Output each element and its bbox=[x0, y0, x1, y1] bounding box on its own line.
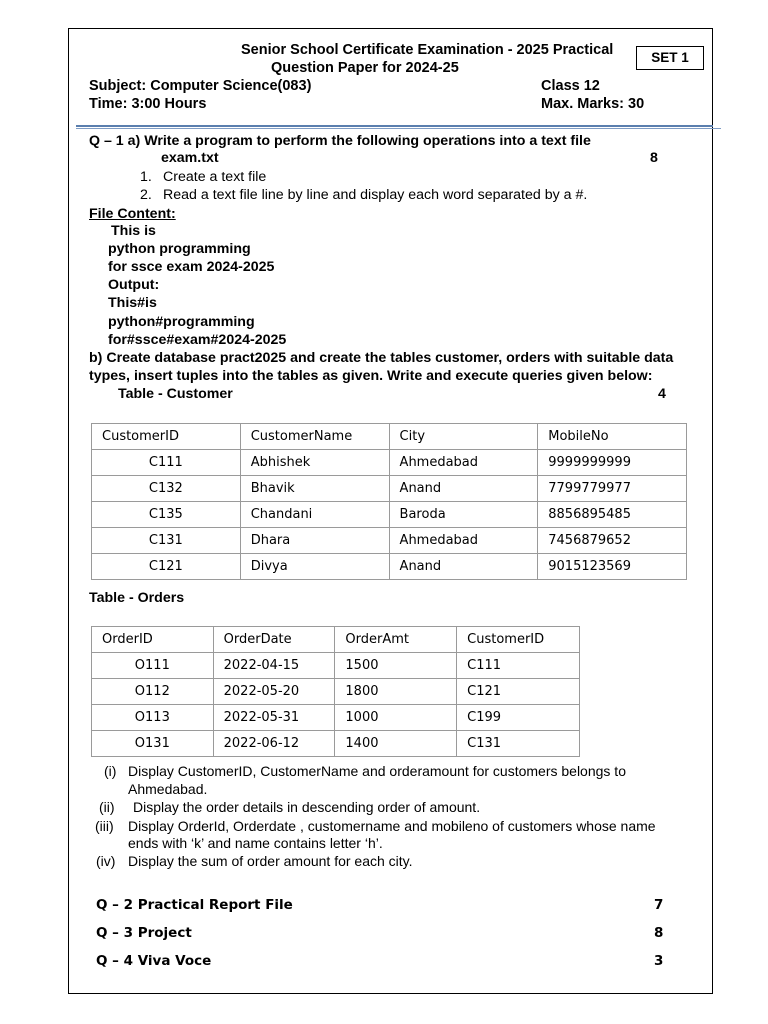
output-line: This#is bbox=[108, 295, 157, 311]
output-line: python#programming bbox=[108, 314, 255, 330]
table-cell: 2022-06-12 bbox=[213, 731, 335, 757]
table-cell: Divya bbox=[240, 554, 389, 580]
subject-label: Subject: Computer Science(083) bbox=[89, 78, 312, 94]
query-number: (iii) bbox=[95, 818, 114, 834]
table-cell: 7456879652 bbox=[538, 528, 687, 554]
query-text: Display OrderId, Orderdate , customername and mobileno of customers whose name bbox=[128, 818, 656, 834]
column-header: City bbox=[389, 424, 538, 450]
step-text: Read a text file line by line and display each word separated by a #. bbox=[163, 187, 588, 203]
query-text-cont: ends with ‘k’ and name contains letter ‘h’. bbox=[128, 835, 383, 851]
part-b-line2: types, insert tuples into the tables as given. Write and execute queries given below: bbox=[89, 368, 653, 384]
step-text: Create a text file bbox=[163, 169, 267, 185]
q3-label: Q – 3 Project bbox=[96, 925, 192, 941]
q4-label: Q – 4 Viva Voce bbox=[96, 953, 212, 969]
output-line: for#ssce#exam#2024-2025 bbox=[108, 332, 287, 348]
table-cell: Baroda bbox=[389, 502, 538, 528]
column-header: CustomerID bbox=[92, 424, 241, 450]
column-header: CustomerID bbox=[457, 627, 580, 653]
max-marks-label: Max. Marks: 30 bbox=[541, 96, 645, 112]
output-label: Output: bbox=[108, 277, 160, 293]
q3-marks: 8 bbox=[654, 925, 664, 941]
table-cell: O111 bbox=[92, 653, 214, 679]
table-cell: Dhara bbox=[240, 528, 389, 554]
step-number: 2. bbox=[140, 187, 152, 203]
column-header: OrderDate bbox=[213, 627, 335, 653]
header-divider bbox=[76, 125, 713, 127]
table-cell: 2022-05-20 bbox=[213, 679, 335, 705]
q1-marks: 8 bbox=[650, 150, 658, 166]
table-cell: C111 bbox=[92, 450, 241, 476]
table-cell: 1500 bbox=[335, 653, 457, 679]
exam-title-line1: Senior School Certificate Examination - 2025 Practical bbox=[241, 42, 614, 58]
query-text: Display CustomerID, CustomerName and orderamount for customers belongs to bbox=[128, 763, 626, 779]
table-cell: 1800 bbox=[335, 679, 457, 705]
table-cell: O112 bbox=[92, 679, 214, 705]
table-cell: Ahmedabad bbox=[389, 528, 538, 554]
table-cell: 2022-04-15 bbox=[213, 653, 335, 679]
exam-title-line2: Question Paper for 2024-25 bbox=[271, 60, 459, 76]
table-row bbox=[92, 731, 580, 757]
q1-filename: exam.txt bbox=[161, 150, 219, 166]
set-badge: SET 1 bbox=[636, 46, 704, 70]
query-text-cont: Ahmedabad. bbox=[128, 781, 208, 797]
table-cell: Anand bbox=[389, 476, 538, 502]
query-number: (ii) bbox=[99, 799, 115, 815]
table-row bbox=[92, 679, 580, 705]
table-cell: 8856895485 bbox=[538, 502, 687, 528]
q2-label: Q – 2 Practical Report File bbox=[96, 897, 293, 913]
class-label: Class 12 bbox=[541, 78, 600, 94]
table-cell: O131 bbox=[92, 731, 214, 757]
table-header-row bbox=[92, 627, 580, 653]
column-header: MobileNo bbox=[538, 424, 687, 450]
table-row bbox=[92, 476, 687, 502]
table-cell: C121 bbox=[92, 554, 241, 580]
q2-marks: 7 bbox=[654, 897, 664, 913]
table-cell: C111 bbox=[457, 653, 580, 679]
table-cell: C131 bbox=[92, 528, 241, 554]
table-row bbox=[92, 705, 580, 731]
table-row bbox=[92, 502, 687, 528]
table-cell: 7799779977 bbox=[538, 476, 687, 502]
table-cell: Abhishek bbox=[240, 450, 389, 476]
part-b-line1: b) Create database pract2025 and create the tables customer, orders with suitable data bbox=[89, 350, 674, 366]
table-row bbox=[92, 450, 687, 476]
table-cell: 1400 bbox=[335, 731, 457, 757]
table-cell: C132 bbox=[92, 476, 241, 502]
table-header-row bbox=[92, 424, 687, 450]
query-number: (i) bbox=[104, 763, 117, 779]
table-cell: C121 bbox=[457, 679, 580, 705]
table-cell: Chandani bbox=[240, 502, 389, 528]
time-label: Time: 3:00 Hours bbox=[89, 96, 207, 112]
file-line: for ssce exam 2024-2025 bbox=[108, 259, 275, 275]
column-header: CustomerName bbox=[240, 424, 389, 450]
query-number: (iv) bbox=[96, 853, 116, 869]
file-line: python programming bbox=[108, 241, 251, 257]
file-content-label: File Content: bbox=[89, 206, 176, 222]
part-b-marks: 4 bbox=[658, 386, 666, 402]
column-header: OrderID bbox=[92, 627, 214, 653]
step-number: 1. bbox=[140, 169, 152, 185]
table-cell: 9015123569 bbox=[538, 554, 687, 580]
table-cell: C131 bbox=[457, 731, 580, 757]
table-cell: O113 bbox=[92, 705, 214, 731]
table-cell: C135 bbox=[92, 502, 241, 528]
header-divider-secondary bbox=[76, 128, 721, 129]
table-cell: Bhavik bbox=[240, 476, 389, 502]
table-cell: 1000 bbox=[335, 705, 457, 731]
column-header: OrderAmt bbox=[335, 627, 457, 653]
table-row bbox=[92, 528, 687, 554]
table-row bbox=[92, 554, 687, 580]
q4-marks: 3 bbox=[654, 953, 664, 969]
table-cell: 2022-05-31 bbox=[213, 705, 335, 731]
orders-table bbox=[91, 626, 580, 757]
query-text: Display the order details in descending order of amount. bbox=[133, 799, 481, 815]
table-cell: Ahmedabad bbox=[389, 450, 538, 476]
file-line: This is bbox=[111, 223, 156, 239]
table-cell: C199 bbox=[457, 705, 580, 731]
table-cell: 9999999999 bbox=[538, 450, 687, 476]
table-cell: Anand bbox=[389, 554, 538, 580]
customer-table-title: Table - Customer bbox=[118, 386, 233, 402]
query-text: Display the sum of order amount for each city. bbox=[128, 853, 413, 869]
customer-table bbox=[91, 423, 687, 580]
q1-heading: Q – 1 a) Write a program to perform the following operations into a text file bbox=[89, 133, 591, 149]
table-row bbox=[92, 653, 580, 679]
orders-table-title: Table - Orders bbox=[89, 590, 185, 606]
